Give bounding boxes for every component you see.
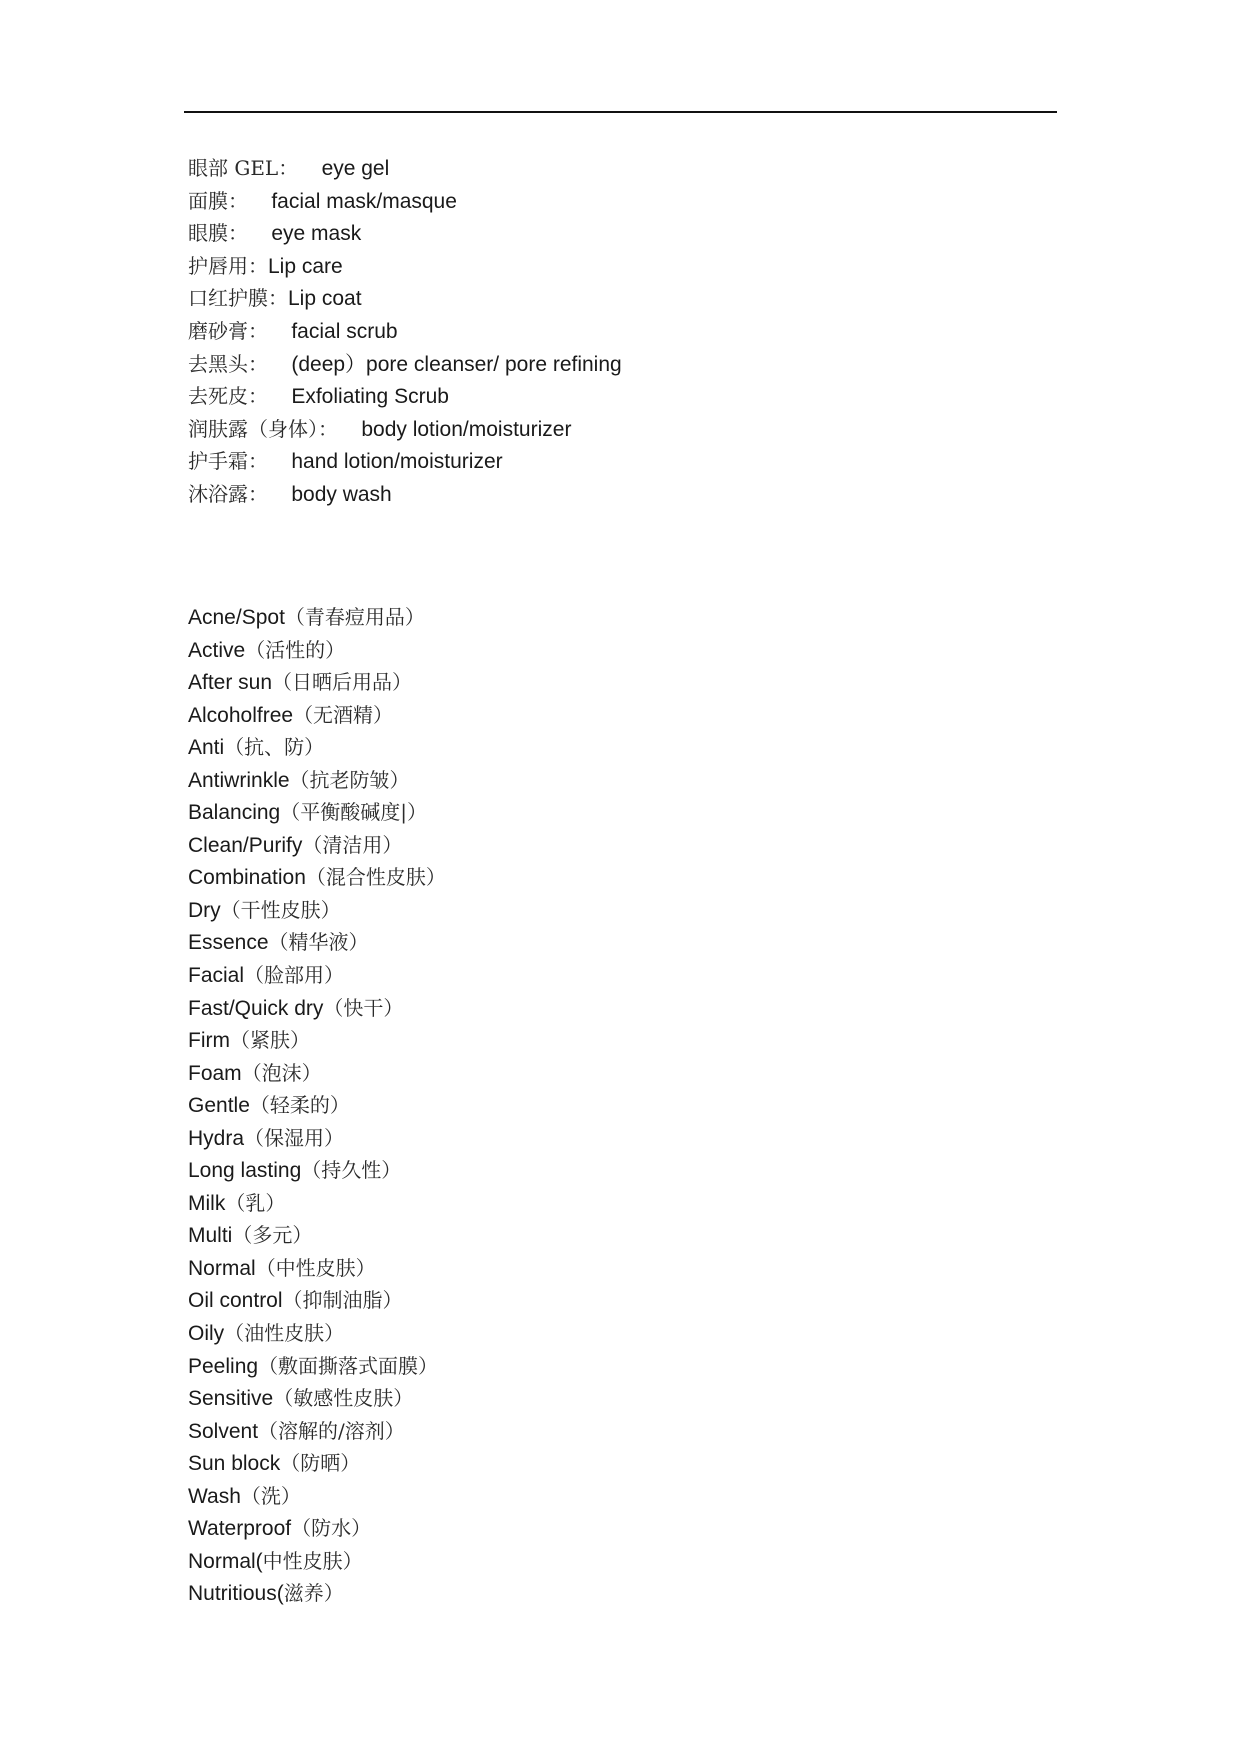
english-term: Multi bbox=[188, 1224, 233, 1248]
chinese-gloss: （多元） bbox=[232, 1223, 313, 1248]
english-term: Milk bbox=[188, 1191, 226, 1215]
chinese-gloss: （敏感性皮肤） bbox=[273, 1386, 414, 1411]
english-term: facial scrub bbox=[291, 319, 398, 343]
glossary-line bbox=[188, 666, 446, 699]
english-term: Alcoholfree bbox=[188, 703, 294, 727]
glossary-line bbox=[188, 894, 446, 927]
chinese-gloss: （清洁用） bbox=[302, 832, 403, 857]
term-gap bbox=[268, 450, 291, 473]
chinese-gloss: （持久性） bbox=[301, 1158, 402, 1183]
term-line bbox=[188, 315, 622, 348]
chinese-gloss: （保湿用） bbox=[244, 1125, 345, 1150]
chinese-gloss: （防水） bbox=[291, 1516, 372, 1541]
term-line bbox=[188, 185, 622, 218]
english-term: Normal bbox=[188, 1256, 256, 1280]
english-term: Lip coat bbox=[288, 287, 362, 311]
chinese-term: 眼部 GEL： bbox=[188, 156, 299, 180]
chinese-gloss: （溶解的/溶剂） bbox=[258, 1418, 405, 1443]
glossary-line bbox=[188, 1350, 446, 1383]
chinese-gloss: （青春痘用品） bbox=[284, 605, 425, 629]
chinese-term: 口红护膜： bbox=[188, 286, 288, 311]
english-term: Oil control bbox=[188, 1289, 283, 1313]
term-line bbox=[188, 152, 622, 185]
chinese-gloss: （中性皮肤） bbox=[255, 1255, 376, 1280]
english-term: Solvent bbox=[188, 1419, 259, 1443]
glossary-line bbox=[188, 926, 446, 959]
english-term: Essence bbox=[188, 931, 269, 955]
english-term: Balancing bbox=[188, 801, 281, 825]
glossary-line bbox=[188, 1154, 446, 1187]
glossary-line bbox=[188, 634, 446, 667]
english-term: body wash bbox=[291, 482, 392, 506]
glossary-line bbox=[188, 1024, 446, 1057]
chinese-gloss: （防晒） bbox=[280, 1451, 361, 1476]
chinese-term: 去黑头： bbox=[188, 351, 268, 376]
glossary-line bbox=[188, 1284, 446, 1317]
english-term: Normal( bbox=[188, 1549, 263, 1573]
chinese-term: 润肤露（身体）： bbox=[188, 416, 338, 441]
english-term: Lip care bbox=[268, 254, 343, 278]
chinese-gloss: （日晒后用品） bbox=[272, 670, 413, 695]
chinese-gloss: （干性皮肤） bbox=[220, 897, 341, 922]
chinese-gloss: （抗老防皱） bbox=[289, 767, 410, 792]
glossary-line bbox=[188, 1252, 446, 1285]
english-term: Exfoliating Scrub bbox=[291, 385, 449, 409]
english-term: facial mask/masque bbox=[271, 189, 457, 213]
glossary-line bbox=[188, 1057, 446, 1090]
english-term: Clean/Purify bbox=[188, 833, 303, 857]
chinese-term: 面膜： bbox=[188, 188, 248, 213]
chinese-gloss: （平衡酸碱度|） bbox=[280, 800, 427, 825]
glossary-line bbox=[188, 601, 446, 634]
english-term: eye gel bbox=[321, 157, 390, 180]
term-line bbox=[188, 413, 622, 446]
term-line bbox=[188, 348, 622, 381]
glossary-line bbox=[188, 796, 446, 829]
english-term: Dry bbox=[188, 898, 221, 922]
glossary-line bbox=[188, 1317, 446, 1350]
chinese-gloss: 中性皮肤） bbox=[262, 1548, 363, 1573]
chinese-gloss: （敷面撕落式面膜） bbox=[258, 1353, 439, 1378]
chinese-gloss: （无酒精） bbox=[293, 702, 394, 727]
chinese-term: 眼膜： bbox=[188, 221, 248, 246]
english-term: Active bbox=[188, 638, 246, 662]
glossary-line bbox=[188, 1415, 446, 1448]
chinese-gloss: （快干） bbox=[323, 995, 404, 1020]
chinese-term: 磨砂膏： bbox=[188, 318, 268, 343]
glossary-line bbox=[188, 959, 446, 992]
glossary-line bbox=[188, 861, 446, 894]
chinese-gloss: （油性皮肤） bbox=[224, 1321, 345, 1346]
english-term: Oily bbox=[188, 1322, 225, 1346]
chinese-gloss: （轻柔的） bbox=[249, 1093, 350, 1118]
chinese-term: 去死皮： bbox=[188, 384, 268, 409]
term-list-english-first bbox=[188, 601, 446, 1610]
glossary-line bbox=[188, 992, 446, 1025]
chinese-gloss: （紧肤） bbox=[229, 1028, 310, 1053]
glossary-line bbox=[188, 1480, 446, 1513]
english-term: Peeling bbox=[188, 1354, 259, 1378]
glossary-line bbox=[188, 1219, 446, 1252]
header-rule bbox=[184, 111, 1057, 113]
glossary-line bbox=[188, 764, 446, 797]
english-term: hand lotion/moisturizer bbox=[291, 450, 503, 474]
glossary-line bbox=[188, 1512, 446, 1545]
english-term: (deep）pore cleanser/ pore refining bbox=[291, 352, 622, 376]
english-term: Acne/Spot bbox=[188, 606, 285, 629]
glossary-line bbox=[188, 699, 446, 732]
english-term: Firm bbox=[188, 1029, 230, 1053]
english-term: eye mask bbox=[271, 222, 362, 246]
english-term: Nutritious( bbox=[188, 1582, 284, 1606]
term-gap bbox=[248, 222, 271, 245]
term-line bbox=[188, 250, 622, 283]
glossary-line bbox=[188, 731, 446, 764]
chinese-term: 护唇用： bbox=[188, 253, 268, 278]
term-gap bbox=[338, 418, 361, 441]
chinese-gloss: （抑制油脂） bbox=[282, 1288, 403, 1313]
chinese-term: 沐浴露： bbox=[188, 481, 268, 506]
chinese-gloss: （乳） bbox=[225, 1190, 286, 1215]
english-term: Anti bbox=[188, 736, 225, 760]
english-term: body lotion/moisturizer bbox=[361, 417, 572, 441]
term-line bbox=[188, 282, 622, 315]
glossary-line bbox=[188, 1545, 446, 1578]
term-line bbox=[188, 380, 622, 413]
term-list-chinese-first bbox=[188, 152, 622, 511]
english-term: Long lasting bbox=[188, 1159, 302, 1183]
term-line bbox=[188, 217, 622, 250]
english-term: Antiwrinkle bbox=[188, 768, 290, 792]
english-term: Gentle bbox=[188, 1094, 250, 1118]
chinese-gloss: （洗） bbox=[240, 1483, 301, 1508]
term-line bbox=[188, 478, 622, 511]
english-term: Sensitive bbox=[188, 1387, 274, 1411]
chinese-gloss: （混合性皮肤） bbox=[305, 865, 446, 890]
english-term: Wash bbox=[188, 1484, 241, 1508]
chinese-gloss: （抗、防） bbox=[224, 735, 325, 760]
chinese-gloss: （活性的） bbox=[245, 637, 346, 662]
term-line bbox=[188, 445, 622, 478]
english-term: Hydra bbox=[188, 1126, 245, 1150]
chinese-term: 护手霜： bbox=[188, 449, 268, 474]
chinese-gloss: （脸部用） bbox=[244, 963, 345, 988]
english-term: Combination bbox=[188, 866, 306, 890]
english-term: Waterproof bbox=[188, 1517, 292, 1541]
term-gap bbox=[268, 353, 291, 376]
chinese-gloss: （泡沫） bbox=[241, 1060, 322, 1085]
glossary-line bbox=[188, 1447, 446, 1480]
chinese-gloss: 滋养） bbox=[283, 1581, 344, 1606]
glossary-line bbox=[188, 1187, 446, 1220]
term-gap bbox=[248, 190, 271, 213]
glossary-line bbox=[188, 1122, 446, 1155]
english-term: After sun bbox=[188, 671, 273, 695]
glossary-line bbox=[188, 829, 446, 862]
english-term: Foam bbox=[188, 1061, 242, 1085]
glossary-line bbox=[188, 1382, 446, 1415]
english-term: Facial bbox=[188, 964, 245, 988]
term-gap bbox=[268, 385, 291, 408]
english-term: Fast/Quick dry bbox=[188, 996, 324, 1020]
english-term: Sun block bbox=[188, 1452, 281, 1476]
term-gap bbox=[298, 157, 321, 180]
term-gap bbox=[268, 320, 291, 343]
term-gap bbox=[268, 483, 291, 506]
chinese-gloss: （精华液） bbox=[268, 930, 369, 955]
glossary-line bbox=[188, 1089, 446, 1122]
glossary-line bbox=[188, 1577, 446, 1610]
